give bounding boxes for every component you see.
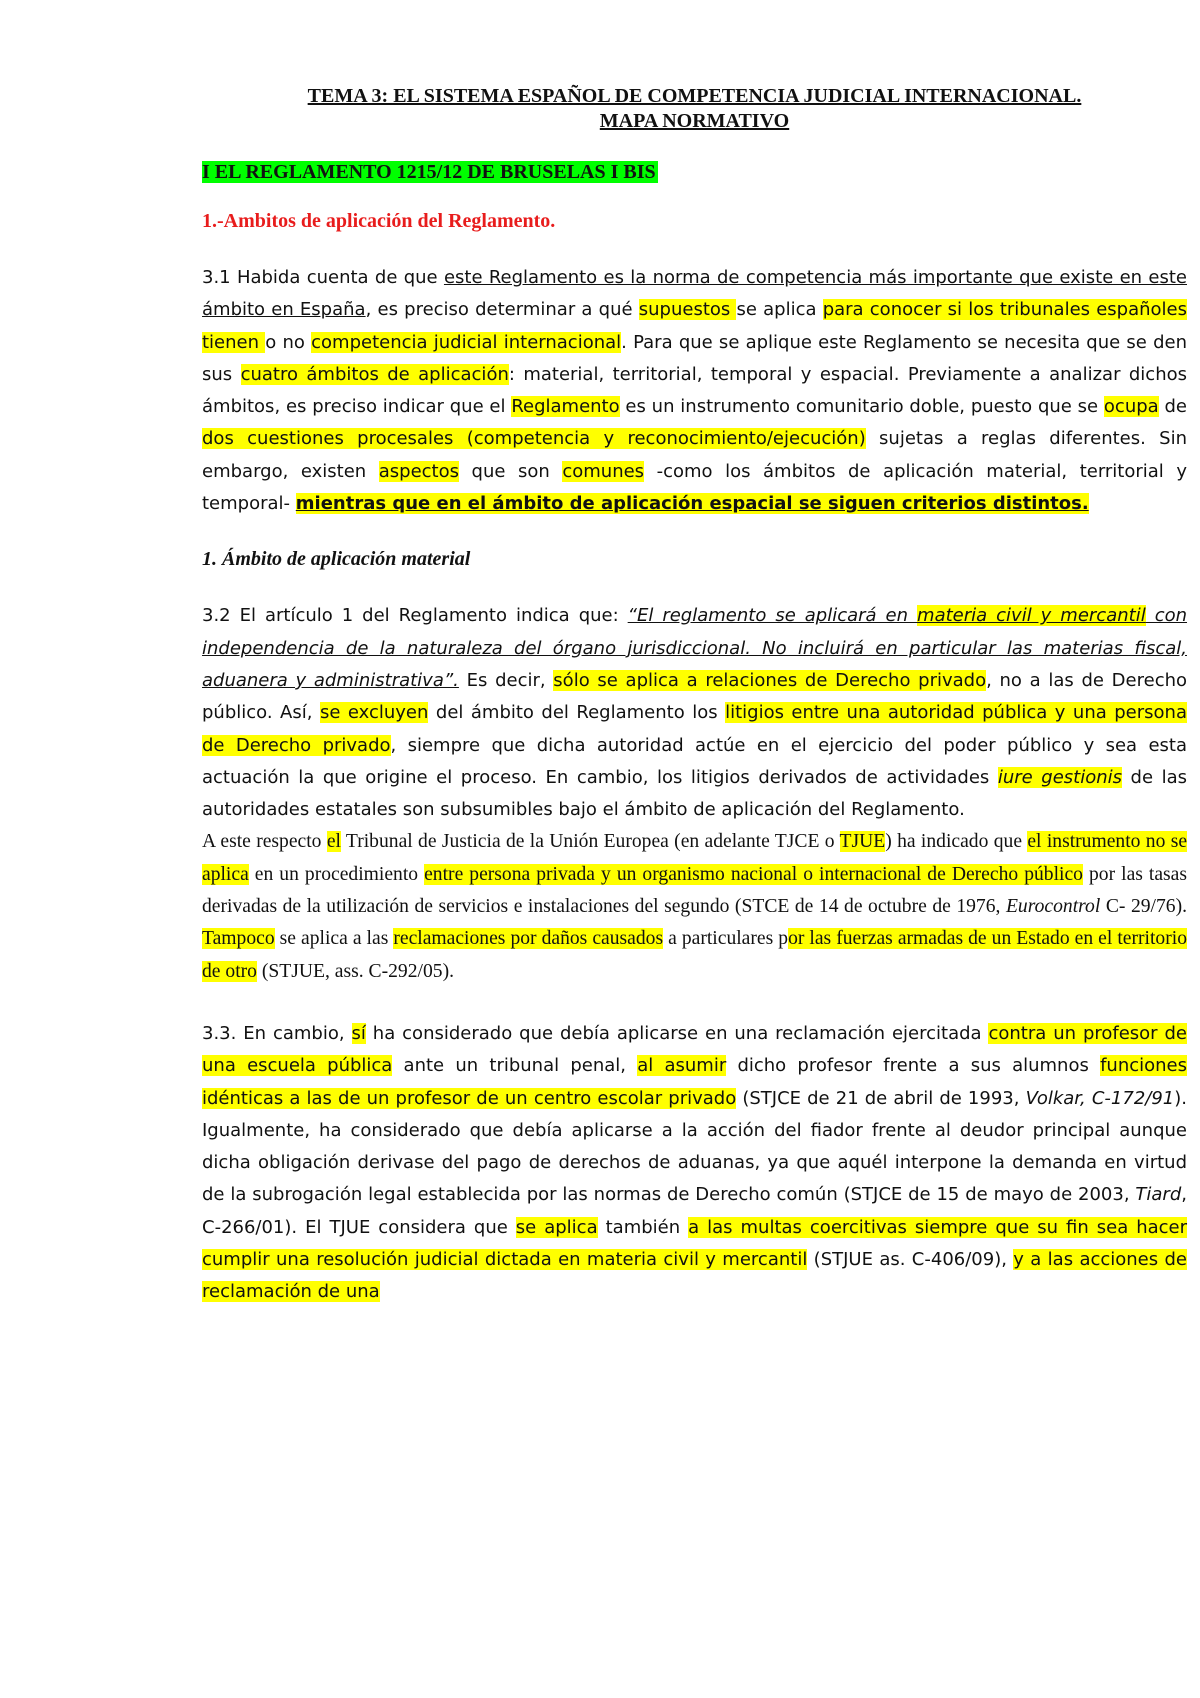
document-content [202, 84, 1187, 1309]
paragraph-3-2-continued: A este respecto el Tribunal de Justicia de la Unión Europea (en adelante TJCE o TJUE) ha indicado que el instrumento no se aplica en un procedimiento entre persona privada y un organismo nacional o internacional de Derecho público por las tasas derivadas de la utilización de servicios e instalaciones del segundo (STCE de 14 de octubre de 1976, Eurocontrol C- 29/76). Tampoco se aplica a las reclamaciones por daños causados a particulares por las fuerzas armadas de un Estado en el territorio de otro (STJUE, ass. C-292/05). [202, 831, 1188, 982]
bold-conclusion: mientras que en el ámbito de aplicación espacial se siguen criterios distintos. [295, 493, 1089, 515]
document-title [202, 84, 1187, 134]
paragraph-3-1: 3.1 Habida cuenta de que este Reglamento es la norma de competencia más importante que existe en este ámbito en España, es preciso determinar a qué supuestos se aplica para conocer si los tribunales españoles tienen o no competencia judicial internacional. Para que se aplique este Reglamento se necesita que se den sus cuatro ámbitos de aplicación: material, territorial, temporal y espacial. Previamente a analizar dichos ámbitos, es preciso indicar que el Reglamento es un instrumento comunitario doble, puesto que se ocupa de dos cuestiones procesales (competencia y reconocimiento/ejecución) sujetas a reglas diferentes. Sin embargo, existen aspectos que son comunes -como los ámbitos de aplicación material, territorial y temporal- mientras que en el ámbito de aplicación espacial se siguen criterios distintos. [202, 267, 1188, 515]
section-heading: I EL REGLAMENTO 1215/12 DE BRUSELAS I BIS [202, 161, 656, 183]
paragraph-3-2: 3.2 El artículo 1 del Reglamento indica que: “El reglamento se aplicará en materia civil y mercantil con independencia de la naturaleza del órgano jurisdiccional. No incluirá en particular las materias fiscal, aduanera y administrativa”. Es decir, sólo se aplica a relaciones de Derecho privado, no a las de Derecho público. Así, se excluyen del ámbito del Reglamento los litigios entre una autoridad pública y una persona de Derecho privado, siempre que dicha autoridad actúe en el ejercicio del poder público y sea esta actuación la que origine el proceso. En cambio, los litigios derivados de actividades iure gestionis de las autoridades estatales son subsumibles bajo el ámbito de aplicación del Reglamento. [202, 605, 1188, 821]
heading-ambito-material: 1. Ámbito de aplicación material [202, 548, 471, 571]
paragraph-3-3: 3.3. En cambio, sí ha considerado que debía aplicarse en una reclamación ejercitada contra un profesor de una escuela pública ante un tribunal penal, al asumir dicho profesor frente a sus alumnos funciones idénticas a las de un profesor de un centro escolar privado (STJCE de 21 de abril de 1993, Volkar, C-172/91). Igualmente, ha considerado que debía aplicarse a la acción del fiador frente al deudor principal aunque dicha obligación derivase del pago de derechos de aduanas, ya que aquél interpone la demanda en virtud de la subrogación legal establecida por las normas de Derecho común (STJCE de 15 de mayo de 2003, Tiard, C-266/01). El TJUE considera que se aplica también a las multas coercitivas siempre que su fin sea hacer cumplir una resolución judicial dictada en materia civil y mercantil (STJUE as. C-406/09), y a las acciones de reclamación de una [202, 1022, 1188, 1303]
title-line-1: TEMA 3: EL SISTEMA ESPAÑOL DE COMPETENCIA JUDICIAL INTERNACIONAL. [307, 85, 1082, 107]
title-line-2: MAPA NORMATIVO [599, 110, 790, 132]
subsection-heading: 1.-Ambitos de aplicación del Reglamento. [202, 210, 556, 232]
